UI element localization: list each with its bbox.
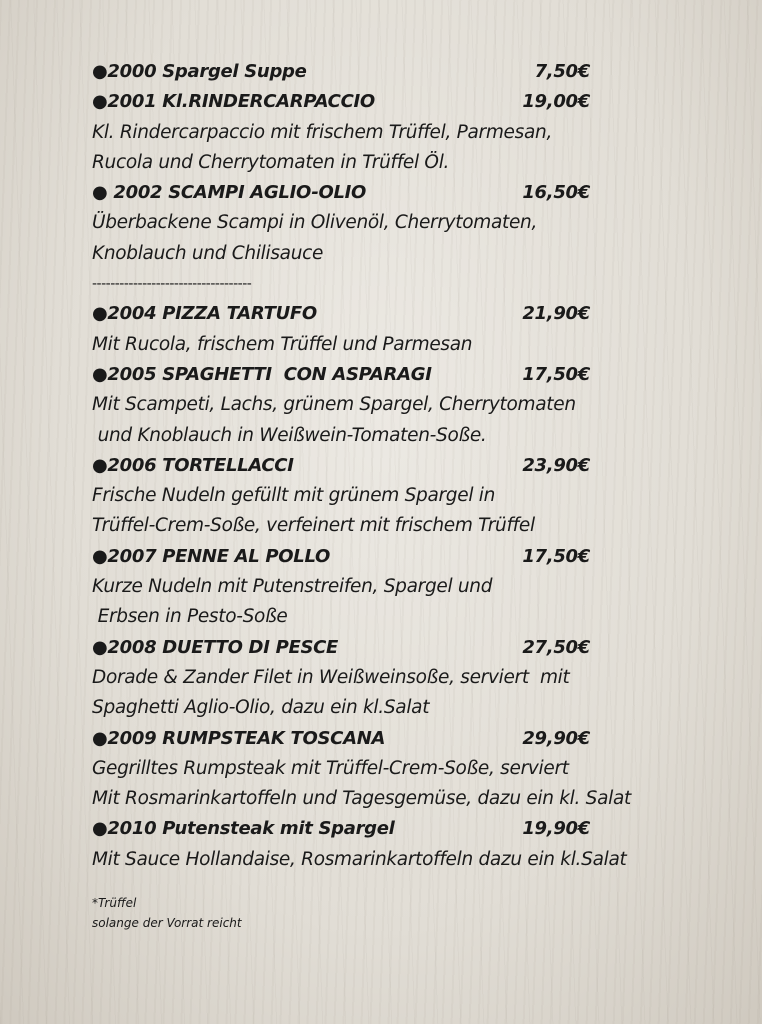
menu-item-price: 27,50€: [522, 636, 590, 658]
menu-item-title: ●2005 SPAGHETTI CON ASPARAGI: [92, 363, 432, 385]
menu-item-title: ●2006 TORTELLACCI: [92, 454, 294, 476]
footnote: [92, 893, 242, 933]
menu-item-title: ● 2002 SCAMPI AGLIO-OLIO: [92, 182, 367, 204]
menu-item-price: 19,00€: [522, 91, 590, 113]
footnote-line: solange der Vorrat reicht: [92, 916, 242, 930]
separator: -----------------------------------: [92, 276, 252, 293]
menu-item-description: Spaghetti Aglio-Olio, dazu ein kl.Salat: [92, 697, 430, 719]
menu-item-header: [92, 299, 652, 329]
menu-item-description: Mit Scampeti, Lachs, grünem Spargel, Cherrytomaten: [92, 394, 576, 416]
menu-item-title: ●2004 PIZZA TARTUFO: [92, 303, 317, 325]
menu-item-header: [92, 542, 652, 572]
menu-item-description: und Knoblauch in Weißwein-Tomaten-Soße.: [92, 424, 487, 446]
menu-item-price: 17,50€: [522, 545, 590, 567]
menu-item-description: Trüffel-Crem-Soße, verfeinert mit frischem Trüffel: [92, 515, 535, 537]
menu-item-header: [92, 814, 652, 844]
menu-item-description: Mit Rosmarinkartoffeln und Tagesgemüse, dazu ein kl. Salat: [92, 788, 631, 810]
menu-item-title: ●2009 RUMPSTEAK TOSCANA: [92, 727, 386, 749]
menu-item-title: ●2001 Kl.RINDERCARPACCIO: [92, 91, 375, 113]
menu-item-description: Gegrilltes Rumpsteak mit Trüffel-Crem-Soße, serviert: [92, 757, 569, 779]
menu-item-header: [92, 724, 652, 754]
menu-item-header: [92, 360, 652, 390]
menu-item-description: Überbackene Scampi in Olivenöl, Cherrytomaten,: [92, 212, 538, 234]
menu-item-title: ●2007 PENNE AL POLLO: [92, 545, 331, 567]
menu-item-header: [92, 633, 652, 663]
menu-item-title: ●2008 DUETTO DI PESCE: [92, 636, 339, 658]
menu-item-header: [92, 87, 652, 117]
menu-item-description: Knoblauch und Chilisauce: [92, 242, 324, 264]
menu-item-price: 19,90€: [522, 818, 590, 840]
menu-item-header: [92, 57, 652, 87]
footnote-line: *Trüffel: [92, 896, 137, 910]
menu-item-title: ●2010 Putensteak mit Spargel: [92, 818, 395, 840]
menu-item-price: 17,50€: [522, 363, 590, 385]
menu-item-header: [92, 178, 652, 208]
menu-item-description: Dorade & Zander Filet in Weißweinsoße, serviert mit: [92, 666, 570, 688]
menu-item-description: Kl. Rindercarpaccio mit frischem Trüffel, Parmesan,: [92, 121, 553, 143]
menu-item-description: Mit Rucola, frischem Trüffel und Parmesan: [92, 333, 473, 355]
menu-item-header: [92, 451, 652, 481]
menu-item-price: 21,90€: [522, 303, 590, 325]
menu-item-description: Frische Nudeln gefüllt mit grünem Spargel in: [92, 485, 496, 507]
menu-list: [92, 57, 652, 875]
menu-item-price: 29,90€: [522, 727, 590, 749]
menu-item-description: Mit Sauce Hollandaise, Rosmarinkartoffeln dazu ein kl.Salat: [92, 848, 627, 870]
menu-item-price: 7,50€: [534, 61, 590, 82]
menu-item-description: Rucola und Cherrytomaten in Trüffel Öl.: [92, 151, 450, 173]
menu-item-description: Kurze Nudeln mit Putenstreifen, Spargel und: [92, 576, 493, 598]
menu-item-price: 23,90€: [522, 454, 590, 476]
menu-item-description: Erbsen in Pesto-Soße: [92, 606, 288, 628]
menu-item-title: ●2000 Spargel Suppe: [92, 61, 307, 82]
menu-item-price: 16,50€: [522, 182, 590, 204]
